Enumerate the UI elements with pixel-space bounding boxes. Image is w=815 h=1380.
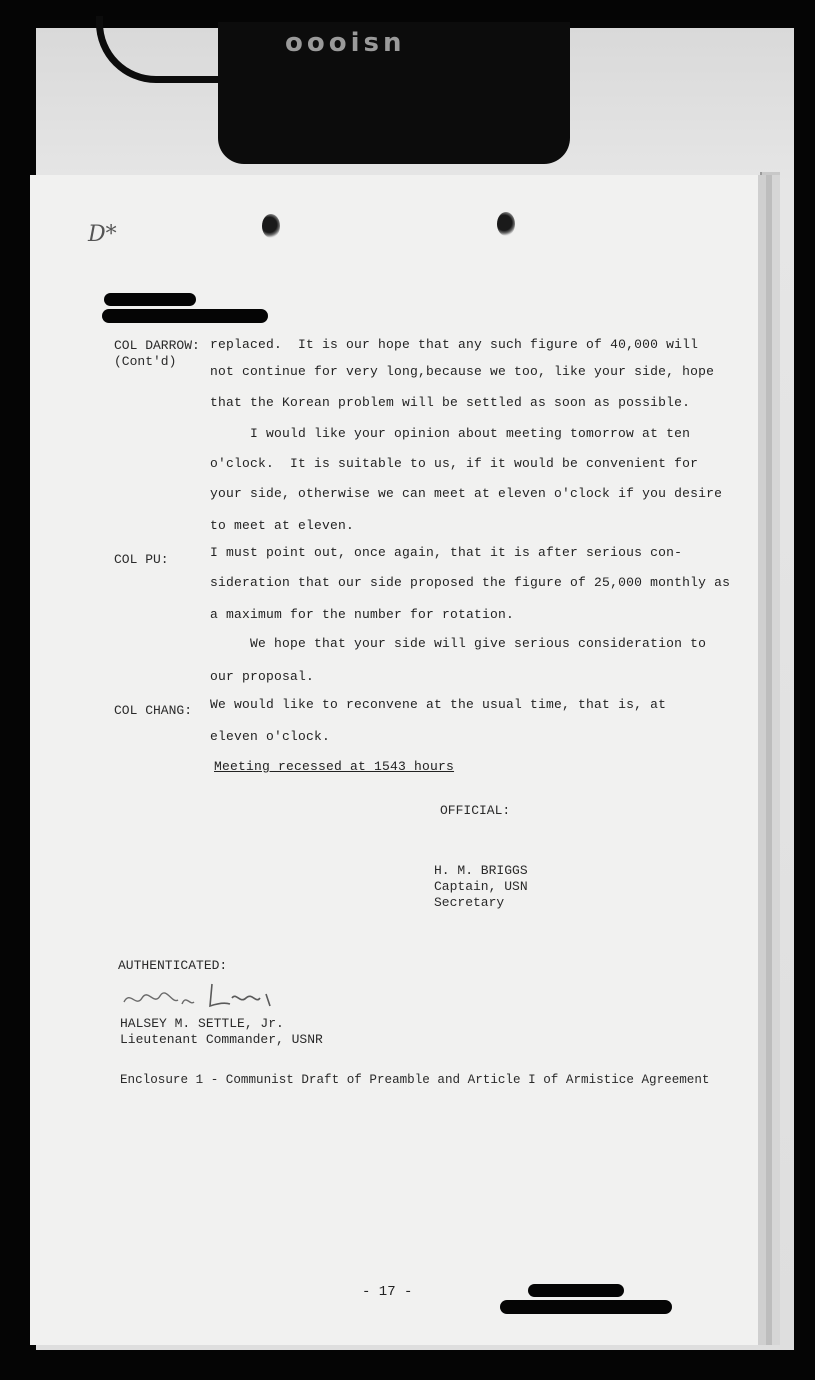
scanner-label: oooisn bbox=[285, 28, 406, 58]
darrow-line: to meet at eleven. bbox=[210, 518, 355, 533]
redaction-bar bbox=[528, 1284, 624, 1297]
speaker-chang: COL CHANG: bbox=[114, 703, 193, 718]
chang-line: eleven o'clock. bbox=[210, 729, 331, 744]
pu-line: our proposal. bbox=[210, 669, 315, 684]
official-title: Secretary bbox=[434, 895, 505, 910]
pu-line: sideration that our side proposed the figure of 25,000 monthly as bbox=[210, 575, 731, 590]
pu-line: a maximum for the number for rotation. bbox=[210, 607, 515, 622]
official-rank: Captain, USN bbox=[434, 879, 528, 894]
redaction-bar bbox=[500, 1300, 672, 1314]
speaker-pu: COL PU: bbox=[114, 552, 169, 567]
chang-line: We would like to reconvene at the usual time, that is, at bbox=[210, 697, 667, 712]
handwritten-mark: D* bbox=[88, 222, 117, 247]
darrow-line: I would like your opinion about meeting tomorrow at ten bbox=[250, 426, 691, 441]
enclosure-note: Enclosure 1 - Communist Draft of Preamble and Article I of Armistice Agreement bbox=[120, 1073, 710, 1087]
punch-hole-right bbox=[497, 212, 515, 236]
page-stack-edge bbox=[760, 172, 780, 1344]
darrow-line: your side, otherwise we can meet at eleven o'clock if you desire bbox=[210, 486, 723, 501]
redaction-bar bbox=[102, 309, 268, 323]
page-number: - 17 - bbox=[362, 1284, 413, 1300]
official-name: H. M. BRIGGS bbox=[434, 863, 528, 878]
authenticated-rank: Lieutenant Commander, USNR bbox=[120, 1032, 323, 1047]
recess-note: Meeting recessed at 1543 hours bbox=[214, 759, 455, 774]
pu-line: We hope that your side will give serious consideration to bbox=[250, 636, 707, 651]
darrow-line: not continue for very long,because we too, like your side, hope bbox=[210, 364, 715, 379]
darrow-line: replaced. It is our hope that any such figure of 40,000 will bbox=[210, 337, 699, 352]
punch-hole-left bbox=[262, 214, 280, 238]
pu-line: I must point out, once again, that it is after serious con- bbox=[210, 545, 683, 560]
speaker-darrow: COL DARROW: (Cont'd) bbox=[114, 338, 200, 369]
redaction-bar bbox=[104, 293, 196, 306]
authenticated-label: AUTHENTICATED: bbox=[118, 958, 228, 973]
authenticated-name: HALSEY M. SETTLE, Jr. bbox=[120, 1016, 284, 1031]
official-label: OFFICIAL: bbox=[440, 803, 511, 818]
handwritten-signature bbox=[120, 980, 290, 1014]
darrow-line: o'clock. It is suitable to us, if it would be convenient for bbox=[210, 456, 699, 471]
darrow-line: that the Korean problem will be settled as soon as possible. bbox=[210, 395, 691, 410]
